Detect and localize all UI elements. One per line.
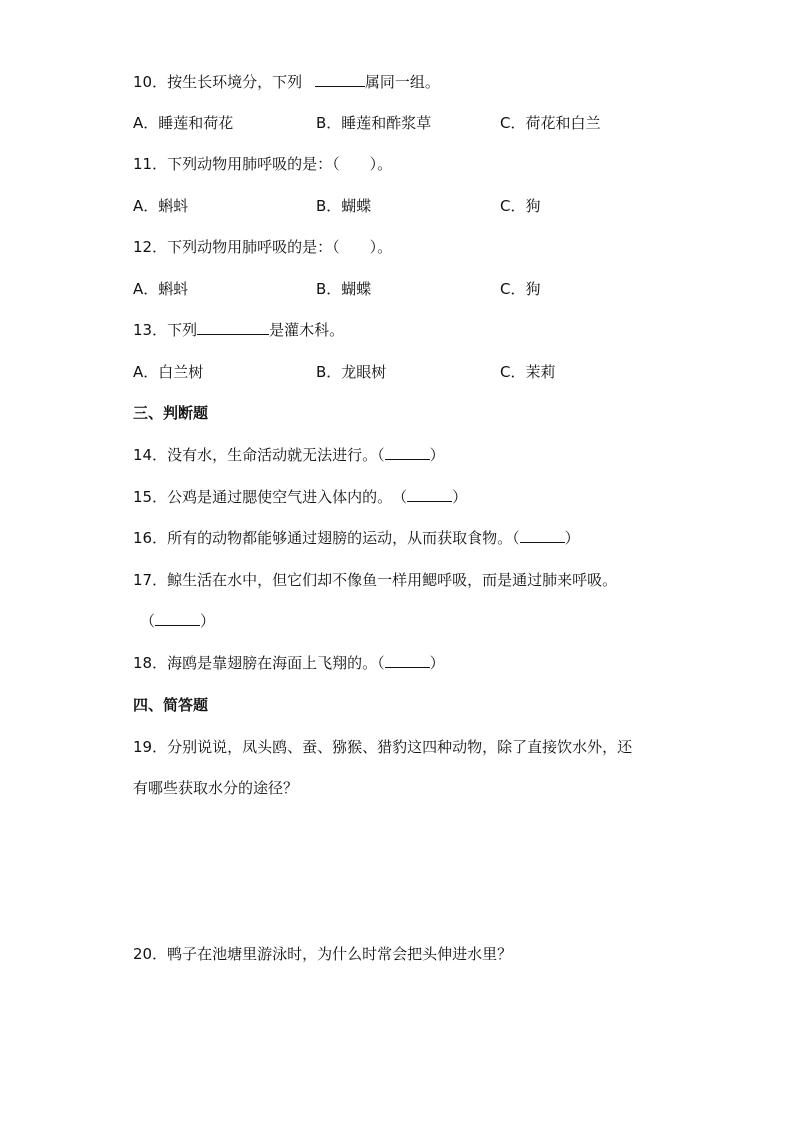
question-13-blank <box>197 319 269 335</box>
question-18-text: 18．海鸥是靠翅膀在海面上飞翔的。（ <box>133 654 385 672</box>
question-13-suffix: 是灌木科。 <box>269 321 345 339</box>
question-13-option-b: B．龙眼树 <box>316 363 387 381</box>
question-10-suffix: 属同一组。 <box>364 73 440 91</box>
question-13-option-a: A．白兰树 <box>133 363 204 381</box>
section-3-heading: 三、判断题 <box>133 404 209 422</box>
question-11-option-b: B．蝴蝶 <box>316 197 372 215</box>
question-14-text: 14．没有水，生命活动就无法进行。（ <box>133 446 385 464</box>
question-10-blank <box>315 71 365 87</box>
question-16-close: ） <box>564 529 580 547</box>
question-13-option-c: C．茉莉 <box>500 363 556 381</box>
question-10-option-b: B．睡莲和酢浆草 <box>316 114 432 132</box>
question-10-option-c: C．荷花和白兰 <box>500 114 601 132</box>
question-15-close: ） <box>452 488 468 506</box>
question-14-close: ） <box>429 446 445 464</box>
question-12-option-a: A．蝌蚪 <box>133 280 189 298</box>
question-15 <box>133 486 467 508</box>
question-12: 12．下列动物用肺呼吸的是：（ ）。 <box>133 238 393 256</box>
question-17-answer <box>140 610 215 632</box>
question-10-prefix: 10．按生长环境分，下列 <box>133 73 303 91</box>
question-18-blank <box>385 652 430 668</box>
question-20: 20．鸭子在池塘里游泳时，为什么时常会把头伸进水里？ <box>133 945 513 963</box>
question-17-close: ） <box>200 612 216 630</box>
question-11-option-a: A．蝌蚪 <box>133 197 189 215</box>
section-4-heading: 四、简答题 <box>133 696 209 714</box>
question-13-prefix: 13．下列 <box>133 321 198 339</box>
question-11: 11．下列动物用肺呼吸的是：（ ）。 <box>133 155 393 173</box>
question-12-option-b: B．蝴蝶 <box>316 280 372 298</box>
question-18-close: ） <box>429 654 445 672</box>
question-15-text: 15．公鸡是通过腮使空气进入体内的。 （ <box>133 488 408 506</box>
question-14-blank <box>385 444 430 460</box>
question-16-blank <box>520 527 565 543</box>
question-17: 17．鲸生活在水中，但它们却不像鱼一样用鳃呼吸，而是通过肺来呼吸。 <box>133 571 618 589</box>
question-14 <box>133 444 445 466</box>
question-16-text: 16．所有的动物都能够通过翅膀的运动，从而获取食物。（ <box>133 529 520 547</box>
question-15-blank <box>407 486 452 502</box>
question-13 <box>133 319 344 341</box>
question-11-option-c: C．狗 <box>500 197 541 215</box>
question-10-option-a: A．睡莲和荷花 <box>133 114 234 132</box>
question-19-line-2: 有哪些获取水分的途径？ <box>133 779 299 797</box>
question-10 <box>133 71 440 93</box>
question-12-option-c: C．狗 <box>500 280 541 298</box>
question-16 <box>133 527 580 549</box>
question-17-open: （ <box>140 612 156 630</box>
question-19-line-1: 19．分别说说，凤头鸥、蚕、猕猴、猎豹这四种动物，除了直接饮水外，还 <box>133 738 633 756</box>
question-18 <box>133 652 445 674</box>
question-17-blank <box>155 610 200 626</box>
